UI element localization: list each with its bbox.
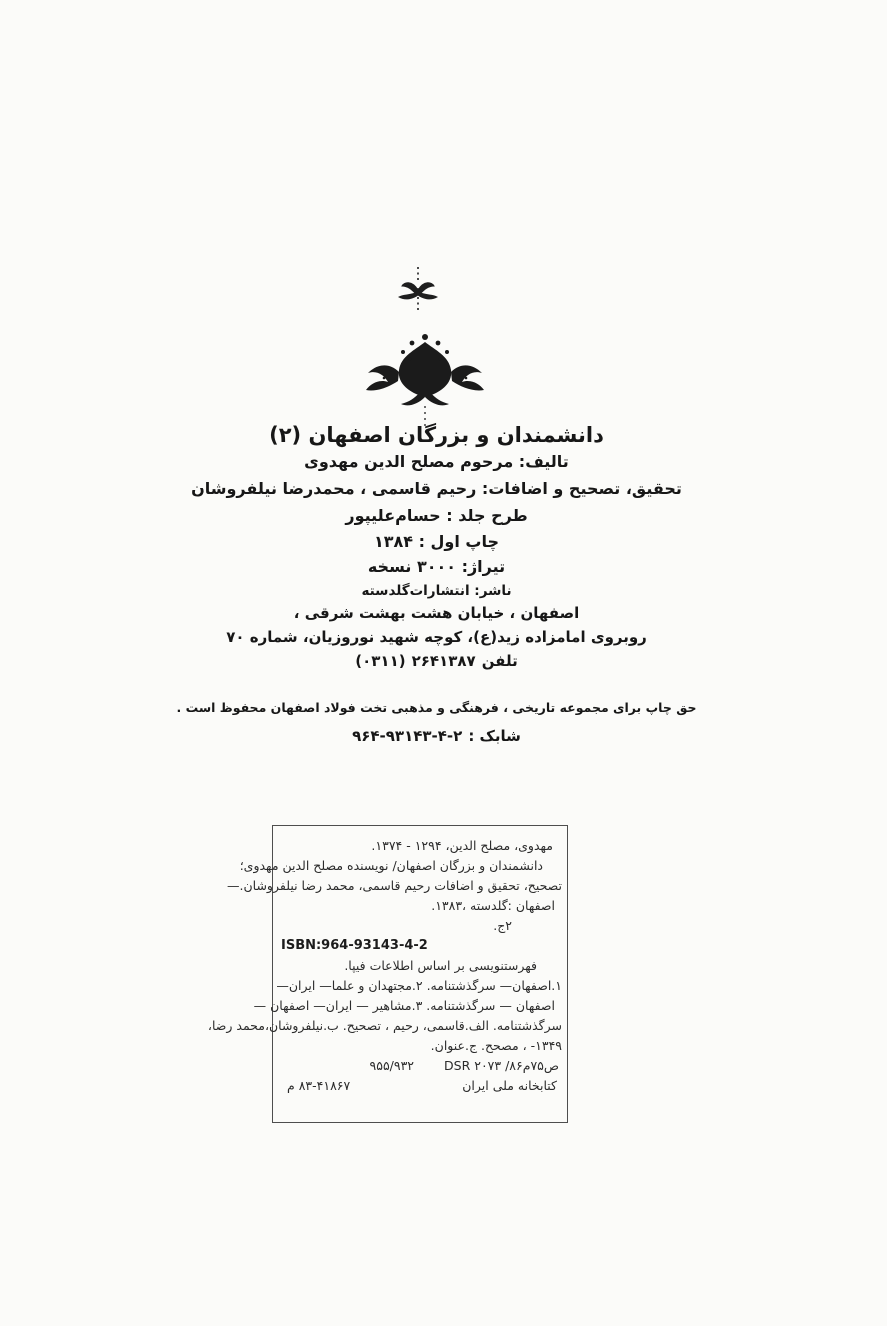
cip-volumes: ۲ج. xyxy=(493,918,512,933)
cip-isbn-latin: ISBN:964-93143-4-2 xyxy=(281,938,428,953)
cip-subject-1: ۱.اصفهان— سرگذشتنامه. ۲.مجتهدان و علما— ایران— xyxy=(276,978,562,993)
shabak-line xyxy=(0,727,880,745)
cip-editors: تصحیح، تحقیق و اضافات رحیم قاسمی، محمد رضا نیلفروشان.— xyxy=(227,878,562,893)
ornament-asterisk-icon xyxy=(396,266,440,318)
copyright-notice: حق چاپ برای مجموعه تاریخی ، فرهنگی و مذهبی تخت فولاد اصفهان محفوظ است . xyxy=(176,700,697,715)
cip-author-heading: مهدوی، مصلح الدین، ۱۲۹۴ - ۱۳۷۴. xyxy=(371,838,553,853)
cip-fipa-note: فهرستنویسی بر اساس اطلاعات فیپا. xyxy=(344,958,537,973)
cover-design-line: طرح جلد : حسام‌علیپور xyxy=(345,506,528,525)
cip-dewey-number: ۹۵۵/۹۳۲ xyxy=(369,1058,415,1073)
shabak-label: شابک : xyxy=(468,727,521,745)
cip-classification-row xyxy=(273,1056,567,1076)
publisher-line: ناشر: انتشارات‌گلدسته xyxy=(361,583,512,599)
cip-added-entries-2: ۱۳۴۹- ، مصحح. ج.عنوان. xyxy=(430,1038,562,1053)
address-line-2: روبروی امامزاده زید(ع)، کوچه شهید نوروزیان، شماره ۷۰ xyxy=(226,628,647,646)
cip-subject-2: اصفهان — سرگذشتنامه. ۳.مشاهیر — ایران— اصفهان — xyxy=(253,998,555,1013)
phone-area-code: (۰۳۱۱) xyxy=(355,652,406,670)
book-title: دانشمندان و بزرگان اصفهان (۲) xyxy=(269,423,604,447)
print-run-line: تیراژ: ۳۰۰۰ نسخه xyxy=(367,557,506,576)
cip-national-bib-number: م ۸۳-۴۱۸۶۷ xyxy=(287,1078,351,1093)
cip-lc-call-number: DSR ۲۰۷۳ /۸۶م۷۵ص xyxy=(444,1058,559,1073)
ornament-fleuron-icon xyxy=(355,326,495,430)
phone-number: ۲۶۴۱۳۸۷ xyxy=(411,652,476,670)
cip-title-statement: دانشمندان و بزرگان اصفهان/ نویسنده مصلح الدین مهدوی؛ xyxy=(239,858,543,873)
cip-footer-row xyxy=(273,1076,567,1096)
phone-label: تلفن xyxy=(481,652,518,670)
editors-line: تحقیق، تصحیح و اضافات: رحیم قاسمی ، محمدرضا نیلفروشان xyxy=(191,479,682,498)
edition-line: چاپ اول : ۱۳۸۴ xyxy=(373,532,500,551)
address-line-1: اصفهان ، خیابان هشت بهشت شرقی ، xyxy=(293,604,580,622)
cip-added-entries: سرگذشتنامه. الف.قاسمی، رحیم ، تصحیح. ب.نیلفروشان،محمد رضا، xyxy=(207,1018,562,1033)
author-line: تالیف: مرحوم مصلح الدین مهدوی xyxy=(304,452,569,471)
phone-line xyxy=(0,652,880,670)
cip-publication: اصفهان :گلدسته ،۱۳۸۳. xyxy=(431,898,555,913)
cip-national-library: کتابخانه ملی ایران xyxy=(462,1078,557,1093)
cip-cataloging-box xyxy=(207,825,568,1123)
shabak-value: ۹۶۴-۹۳۱۴۳-۴-۲ xyxy=(352,727,463,745)
